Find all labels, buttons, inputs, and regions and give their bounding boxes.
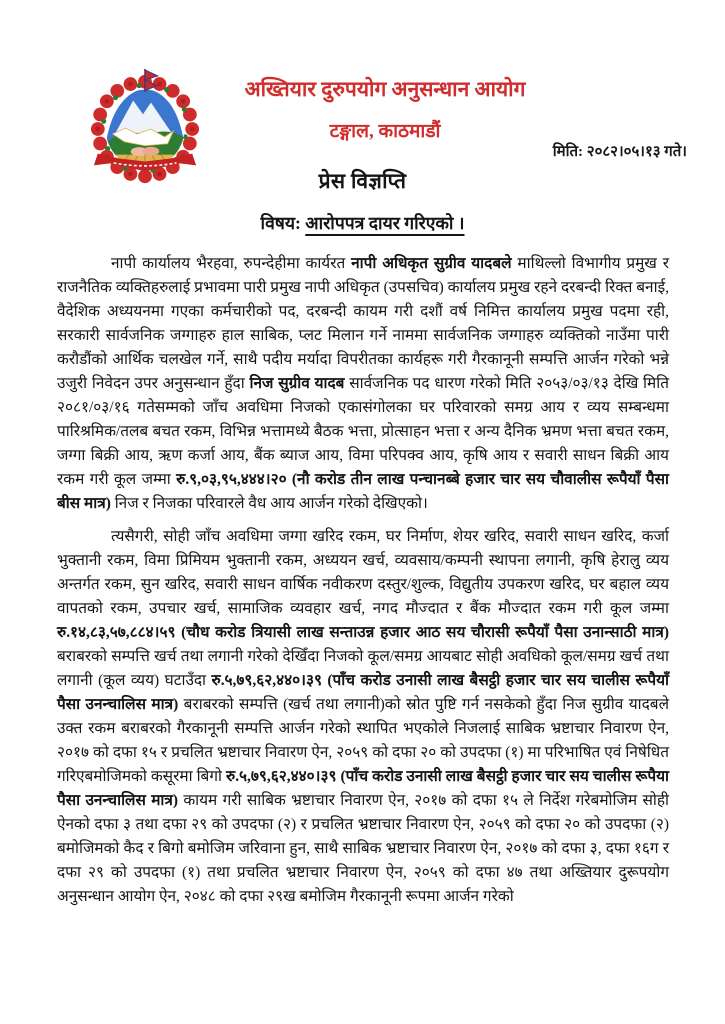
body-text: माथिल्लो विभागीय प्रमुख र राजनैतिक व्यक्तिहरुलाई प्रभावमा पारी प्रमुख नापी अधिकृत (उपसचिव) कार्यालय प्रमुख रहने दरबन्दी रिक्त बनाई, वैदेशिक अध्ययनमा गएका कर्मचारीको पद, दरबन्दी कायम गरी दशौं वर्ष निमित्त कार्यालय प्रमुख पदमा रही, सरकारी सार्वजनिक जग्गाहरु हाल साबिक, प्लट मिलान गर्ने नाममा सार्वजनिक जग्गाहरु व्यक्तिको नाउँमा पारी करौडौंको आर्थिक चलखेल गर्ने, साथै पदीय मर्यादा विपरीतका कार्यहरू गरी गैरकानूनी सम्पत्ति आर्जन गरेको भन्ने उजुरी निवेदन उपर अनुसन्धान हुँदा (57, 255, 669, 392)
emphasized-text: रु.१४,८३,५७,८८४।५९ (चौध करोड त्रियासी लाख सन्ताउन्न हजार आठ सय चौरासी रूपैयाँ पैसा उनान्साठी मात्र) (57, 624, 669, 641)
subject-prefix: विषय: (260, 213, 306, 233)
body-text: नापी कार्यालय भैरहवा, रुपन्देहीमा कार्यरत (111, 255, 352, 272)
body-text: कायम गरी साबिक भ्रष्टाचार निवारण ऐन, २०१७ को दफा १५ ले निर्देश गरेबमोजिम सोही ऐनको दफा ३ तथा दफा २९ को उपदफा (२) र प्रचलित भ्रष्टाचार निवारण ऐन, २०५९ को दफा २० को उपदफा (२) बमोजिमको कैद र बिगो बमोजिम जरिवाना हुन, साथै साबिक भ्रष्टाचार निवारण ऐन, २०१७ को दफा ३, दफा १६ग र दफा २९ को उपदफा (१) तथा प्रचलित भ्रष्टाचार निवारण ऐन, २०५९ को दफा ४७ तथा अख्तियार दुरूपयोग अनुसन्धान आयोग ऐन, २०४८ को दफा २९ख बमोजिम गैरकानूनी रूपमा आर्जन गरेको (57, 792, 669, 905)
body-text: बराबरको सम्पत्ति (खर्च तथा लगानी)को स्रोत पुष्टि गर्न नसकेको हुँदा निज सुग्रीव यादबले उक्त रकम बराबरको गैरकानूनी सम्पत्ति आर्जन गरेको स्थापित भएकोले निजलाई साबिक भ्रष्टाचार निवारण ऐन, २०१७ को दफा १५ र प्रचलित भ्रष्टाचार निवारण ऐन, २०५९ को दफा २० को उपदफा (१) मा परिभाषित एवं निषेधित गरिएबमोजिमको कसूरमा बिगो (57, 696, 670, 785)
org-address: टङ्गाल, काठमाडौं (329, 121, 441, 142)
body-text: सार्वजनिक पद धारण गरेको मिति २०५३/०३/१३ देखि मिति २०८१/०३/१६ गतेसम्मको जाँच अवधिमा निजको एकासंगोलका घर परिवारको समग्र आय र व्यय सम्बन्धमा पारिश्रमिक/तलब बचत रकम, विभिन्न भत्तामध्ये बैठक भत्ता, प्रोत्साहन भत्ता र अन्य दैनिक भ्रमण भत्ता बचत रकम, जग्गा बिक्री आय, ऋण कर्जा आय, बैंक ब्याज आय, विमा परिपक्व आय, कृषि आय र सवारी साधन बिक्री आय रकम गरी कूल जम्मा (57, 375, 669, 488)
handshake-right (143, 147, 160, 156)
emphasized-text: रु.९,०३,९५,४४४।२० (नौ करोड तीन लाख पन्चानब्बे हजार चार सय चौवालीस रूपैयाँ पैसा बीस मात्र) (57, 471, 669, 512)
letterhead (198, 76, 572, 144)
paragraph-1 (57, 252, 669, 516)
press-release-title: प्रेस विज्ञप्ति (318, 169, 407, 193)
subject-line (0, 211, 725, 235)
body-text: त्यसैगरी, सोही जाँच अवधिमा जग्गा खरिद रकम, घर निर्माण, शेयर खरिद, सवारी साधन खरिद, कर्जा भुक्तानी रकम, विमा प्रिमियम भुक्तानी रकम, अध्ययन खर्च, व्यवसाय/कम्पनी स्थापना लगानी, कृषि हेरालु व्यय अन्तर्गत रकम, सुन खरिद, सवारी साधन वार्षिक नवीकरण दस्तुर/शुल्क, विद्युतीय उपकरण खरिद, घर बहाल व्यय वापतको रकम, उपचार खर्च, सामाजिक व्यवहार खर्च, नगद मौज्दात र बैंक मौज्दात रकम गरी कूल जम्मा (57, 528, 669, 617)
emphasized-text: निज सुग्रीव यादब (249, 375, 345, 392)
emphasized-text: नापी अधिकृत सुग्रीव यादबले (351, 255, 512, 272)
subject-underlined-text: आरोपपत्र दायर गरिएको । (305, 213, 465, 233)
date-line: मिति: २०८२।०५।१३ गते। (552, 144, 687, 160)
paragraph-2 (57, 525, 669, 909)
emphasized-text: रु.५,७९,६२,४४०।३९ (पाँच करोड उनासी लाख बैसट्ठी हजार चार सय चालीस रूपैयाँ पैसा उनन्चालिस मात्र) (57, 672, 670, 713)
body-text: निज र निजका परिवारले वैध आय आर्जन गरेको देखिएको। (110, 495, 428, 512)
body-text: बराबरको सम्पत्ति खर्च तथा लगानी गरेको देखिँदा निजको कूल/समग्र आयबाट सोही अवधिको कूल/समग्र खर्च तथा लगानी (कूल व्यय) घटाउँदा (57, 648, 669, 689)
document-body (57, 252, 669, 909)
org-name: अख्तियार दुरुपयोग अनुसन्धान आयोग (244, 77, 526, 101)
emphasized-text: रु.५,७९,६२,४४०।३९ (पाँच करोड उनासी लाख बैसट्ठी हजार चार सय चालीस रूपैया पैसा उनन्चालिस मात्र) (57, 768, 669, 809)
